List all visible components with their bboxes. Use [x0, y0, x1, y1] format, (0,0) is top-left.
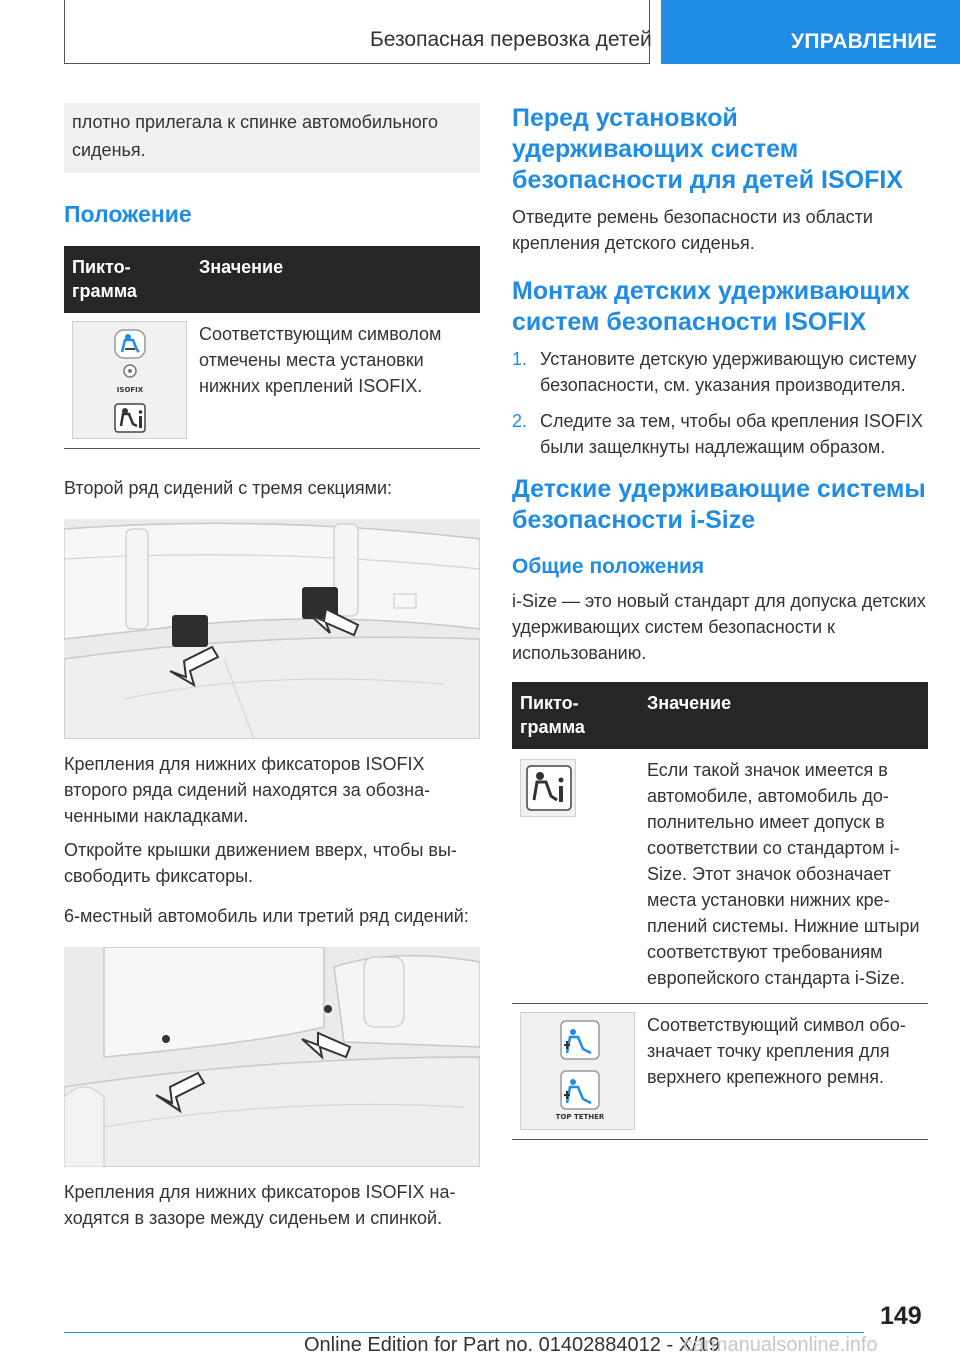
pictogram-table-isofix: [64, 246, 480, 449]
step-number: 2.: [512, 411, 528, 431]
steps-list: [512, 346, 928, 460]
meaning-text: Соответствующий символ обозначает точку крепления для верхнего крепежного ремня.: [647, 1015, 906, 1087]
table-header: [512, 682, 928, 749]
isofix-icon-label: ISOFIX: [116, 386, 144, 394]
table-header-meaning: Значение: [647, 693, 732, 713]
footer-divider: [64, 1332, 864, 1333]
note-box: [64, 103, 480, 173]
pictogram-cell: [512, 749, 635, 1003]
isize-seat-icon: [521, 760, 577, 818]
table-header-pictogram: Пиктограмма: [72, 257, 137, 301]
step-text: Установите детскую удерживающую систему безопасности, см. указания производителя.: [540, 349, 917, 395]
step-item: [512, 346, 928, 398]
edition-text: Online Edition for Part no. 01402884012 - X/19: [304, 1334, 720, 1356]
table-header: [64, 246, 480, 313]
chapter-tab[interactable]: УПРАВЛЕНИЕ: [661, 0, 960, 64]
heading-position: Положение: [64, 201, 192, 227]
isofix-seat-icon: [73, 322, 188, 440]
photo-second-row-seats: [64, 519, 480, 739]
table-row: [512, 1004, 928, 1140]
second-row-seat-illustration: [64, 519, 480, 739]
heading-mount-isofix: Монтаж детских удерживающих систем безопасности ISOFIX: [512, 277, 910, 336]
isize-text: i-Size — это новый стандарт для допуска детских удерживающих систем безопасности к использованию.: [512, 591, 926, 663]
table-row: [512, 749, 928, 1004]
before-install-text: Отведите ремень безопасности из области крепления детского сиденья.: [512, 207, 873, 253]
top-tether-pictogram: [520, 1012, 635, 1130]
top-tether-icon: [521, 1013, 636, 1131]
step-number: 1.: [512, 349, 528, 369]
heading-before-install: Перед установкой удерживающих систем безопасности для детей ISOFIX: [512, 104, 903, 194]
third-row-seat-illustration: [64, 947, 480, 1167]
pictogram-cell: [64, 313, 187, 448]
section-title: Безопасная перевозка детей: [370, 28, 652, 51]
note-text: плотно прилегала к спинке автомобильного сиденья.: [72, 112, 438, 160]
second-row-intro: Второй ряд сидений с тремя секциями:: [64, 478, 393, 498]
subheading-general: Общие положения: [512, 555, 705, 578]
meaning-text: Соответствующим символом отмечены места установки нижних креплений ISOFIX.: [199, 324, 442, 396]
meaning-text: Если такой значок имеется в автомобиле, автомобиль дополнительно имеет допуск в соответствии со стандартом i-Size. Этот значок обозначает места установки нижних креплений системы. Нижние штыри соответствуют требованиям европейского стандарта i-Size.: [647, 760, 920, 988]
table-header-pictogram: Пиктограмма: [520, 693, 585, 737]
step-text: Следите за тем, чтобы оба крепления ISOFIX были защелкнуты надлежащим образом.: [540, 411, 923, 457]
right-column: [512, 103, 928, 1140]
table-header-meaning: Значение: [199, 257, 284, 277]
pictogram-table-isize: [512, 682, 928, 1140]
photo2-caption: Крепления для нижних фиксаторов ISOFIX находятся в зазоре между сиденьем и спинкой.: [64, 1182, 456, 1228]
table-row: [64, 313, 480, 449]
page-number: 149: [880, 1302, 922, 1330]
heading-isize: Детские удерживающие системы безопасности i-Size: [512, 475, 926, 534]
isize-pictogram: [520, 759, 576, 817]
isofix-pictogram: [72, 321, 187, 439]
left-column: [64, 103, 480, 1231]
step-item: [512, 408, 928, 460]
six-seat-intro: 6-местный автомобиль или третий ряд сидений:: [64, 906, 469, 926]
photo-third-row-seats: [64, 947, 480, 1167]
pictogram-cell: [512, 1004, 635, 1139]
top-tether-icon-label: TOP TETHER: [555, 1113, 605, 1121]
watermark: carmanualsonline.info: [683, 1334, 878, 1356]
photo1-caption-1: Крепления для нижних фиксаторов ISOFIX второго ряда сидений находятся за обозначенными накладками.: [64, 754, 431, 826]
photo1-caption-2: Откройте крышки движением вверх, чтобы высвободить фиксаторы.: [64, 840, 457, 886]
